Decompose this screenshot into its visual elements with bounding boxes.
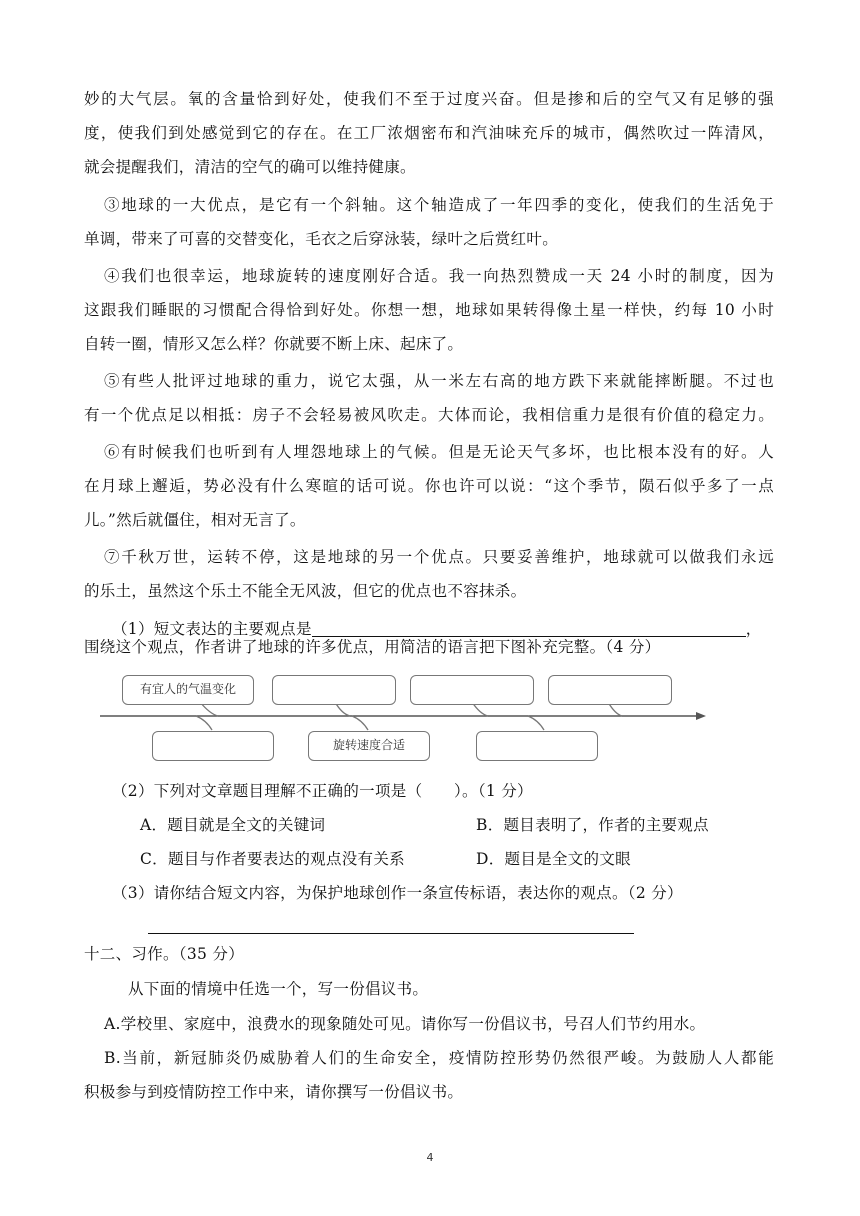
passage-line: 就会提醒我们，清洁的空气的确可以维持健康。	[84, 158, 416, 176]
passage-line: ④我们也很幸运，地球旋转的速度刚好合适。我一向热烈赞成一天 24 小时的制度，因为	[104, 267, 774, 285]
diagram-box-bottom-3-blank[interactable]	[476, 731, 598, 761]
writing-option-b: B.当前，新冠肺炎仍威胁着人们的生命安全，疫情防控形势仍然很严峻。为鼓励人人都能	[104, 1049, 774, 1067]
option-c[interactable]: C．题目与作者要表达的观点没有关系	[140, 850, 405, 868]
writing-option-b-line-2: 积极参与到疫情防控工作中来，请你撰写一份倡议书。	[84, 1083, 464, 1101]
page-number: 4	[426, 1151, 434, 1164]
question-1-prefix: （1）短文表达的主要观点是	[112, 620, 312, 638]
question-3: （3）请你结合短文内容，为保护地球创作一条宣传标语，表达你的观点。（2 分）	[112, 884, 683, 902]
passage-line: ⑥有时候我们也听到有人埋怨地球上的气候。但是无论天气多坏，也比根本没有的好。人	[104, 443, 774, 461]
option-b[interactable]: B．题目表明了，作者的主要观点	[476, 816, 709, 834]
answer-blank-main-idea[interactable]	[312, 618, 746, 637]
section-12-intro: 从下面的情境中任选一个，写一份倡议书。	[128, 980, 429, 998]
passage-line: 单调，带来了可喜的交替变化，毛衣之后穿泳装，绿叶之后赏红叶。	[84, 230, 559, 248]
passage-line: ⑤有些人批评过地球的重力，说它太强，从一米左右高的地方跌下来就能摔断腿。不过也	[104, 372, 774, 390]
passage-line: 的乐土，虽然这个乐土不能全无风波，但它的优点也不容抹杀。	[84, 582, 527, 600]
passage-line: 度，使我们到处感觉到它的存在。在工厂浓烟密布和汽油味充斥的城市，偶然吹过一阵清风，	[84, 124, 774, 142]
passage-line: 妙的大气层。氧的含量恰到好处，使我们不至于过度兴奋。但是掺和后的空气又有足够的强	[84, 90, 774, 108]
passage-line: 自转一圈，情形又怎么样？你就要不断上床、起床了。	[84, 335, 464, 353]
passage-line: 有一个优点足以相抵：房子不会轻易被风吹走。大体而论，我相信重力是很有价值的稳定力。	[84, 406, 774, 424]
diagram-box-bottom-2: 旋转速度合适	[308, 731, 430, 761]
passage-line: ③地球的一大优点，是它有一个斜轴。这个轴造成了一年四季的变化，使我们的生活免于	[104, 196, 774, 214]
passage-line: 在月球上邂逅，势必没有什么寒暄的话可说。你也许可以说：“这个季节，陨石似乎多了一点	[84, 477, 774, 495]
passage-line: 儿。”然后就僵住，相对无言了。	[84, 511, 306, 529]
axis-arrowhead	[696, 712, 706, 720]
diagram-box-bottom-1-blank[interactable]	[152, 731, 274, 761]
section-12-heading: 十二、习作。（35 分）	[84, 945, 245, 963]
question-1-line-2: 围绕这个观点，作者讲了地球的许多优点，用简洁的语言把下图补充完整。（4 分）	[84, 638, 661, 656]
diagram-box-top-1: 有宜人的气温变化	[122, 675, 254, 705]
diagram-box-top-3-blank[interactable]	[410, 675, 534, 705]
writing-option-a: A.学校里、家庭中，浪费水的现象随处可见。请你写一份倡议书，号召人们节约用水。	[104, 1015, 706, 1033]
option-a[interactable]: A．题目就是全文的关键词	[140, 816, 326, 834]
diagram-box-top-4-blank[interactable]	[548, 675, 672, 705]
question-2: （2）下列对文章题目理解不正确的一项是（ ）。（1 分）	[112, 782, 533, 800]
diagram-box-top-2-blank[interactable]	[272, 675, 396, 705]
passage-line: ⑦千秋万世，运转不停，这是地球的另一个优点。只要妥善维护，地球就可以做我们永远	[104, 548, 774, 566]
question-1-suffix: ，	[745, 620, 762, 638]
option-d[interactable]: D．题目是全文的文眼	[476, 850, 631, 868]
passage-line: 这跟我们睡眠的习惯配合得恰到好处。你想一想，地球如果转得像土星一样快，约每 10 小时	[84, 301, 774, 319]
answer-blank-slogan[interactable]	[148, 933, 634, 934]
